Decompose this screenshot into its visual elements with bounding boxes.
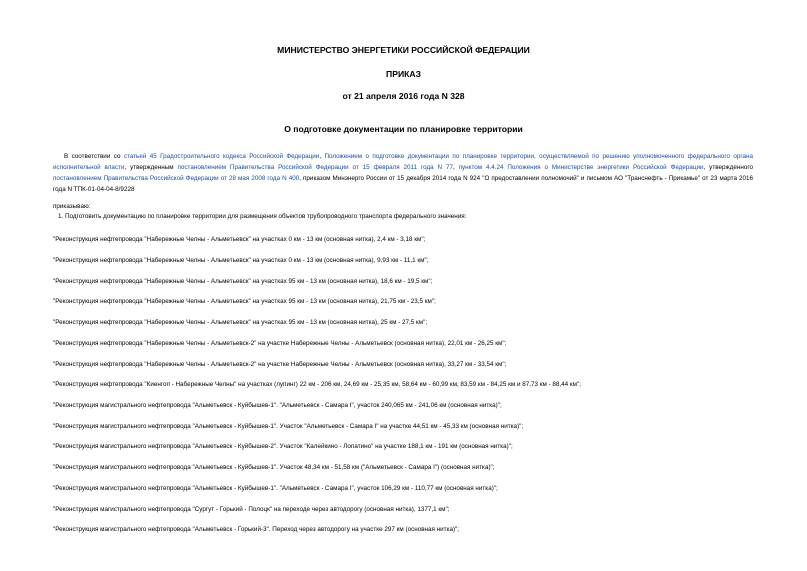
list-item: "Реконструкция магистрального нефтепровода "Альметьевск - Куйбышев-1". Участок 48,34 км - 51,58 км ("Альметьевск - Самара I") (основная нитка)"; — [53, 464, 495, 471]
order-verb: приказываю: — [53, 203, 91, 210]
link-postanovlenie-400[interactable]: постановлением Правительства Российской Федерации от 28 мая 2008 года N 400 — [53, 175, 300, 182]
list-item: "Реконструкция магистрального нефтепровода "Альметьевск - Куйбышев-1". "Альметьевск - Самара I", участок 106,29 км - 110,77 км (основная нитка)"; — [53, 485, 498, 492]
preamble-paragraph — [53, 151, 753, 195]
document-type: ПРИКАЗ — [386, 69, 421, 79]
list-item: "Реконструкция нефтепровода "Набережные Челны - Альметьевск" на участках 95 км - 13 км (основная нитка), 21,75 км - 23,5 км"; — [53, 298, 436, 305]
list-item: "Реконструкция магистрального нефтепровода "Альметьевск - Горький-3". Переход через автодорогу на участке 297 км (основная нитка)"; — [53, 526, 460, 533]
list-item: "Реконструкция нефтепровода "Набережные Челны - Альметьевск" на участках 95 км - 13 км (основная нитка), 25 км - 27,5 км"; — [53, 319, 428, 326]
link-punkt-4-4-24[interactable]: пунктом 4.4.24 Положения о Министерстве энергетики Российской Федерации — [458, 164, 704, 171]
list-item: "Реконструкция магистрального нефтепровода "Сургут - Горький - Полоцк" на переходе через автодорогу (основная нитка), 1377,1 км"; — [53, 506, 450, 513]
preamble-text: , утвержденным — [124, 164, 178, 171]
preamble-text: В соответствии со — [64, 153, 124, 160]
list-item: "Реконструкция нефтепровода "Набережные Челны - Альметьевск" на участках 95 км - 13 км (основная нитка), 18,6 км - 19,5 км"; — [53, 278, 433, 285]
list-item: "Реконструкция нефтепровода "Набережные Челны - Альметьевск" на участках 0 км - 13 км (основная нитка), 9,93 км - 11,1 км"; — [53, 257, 429, 264]
list-item: "Реконструкция нефтепровода "Набережные Челны - Альметьевск-2" на участке Набережные Челны - Альметьевск (основная нитка), 22,01 км - 26,25 км"; — [53, 340, 507, 347]
preamble-text: , — [452, 164, 459, 171]
preamble-text: , приказом Минэнерго России от 15 декабря 2014 года N 924 "О предоставлении полномочий" и письмом АО "Транснефть - Прикамье" от 23 марта 2016 года N ТПК-01-04-04-8/9228 — [53, 175, 753, 193]
preamble-text: , утвержденного — [703, 164, 753, 171]
document-subject: О подготовке документации по планировке территории — [284, 124, 523, 134]
list-item: "Реконструкция магистрального нефтепровода "Альметьевск - Куйбышев-2". Участок "Калейкино - Лопатино" на участке 188,1 км - 191 км (основная нитка)"; — [53, 443, 513, 450]
list-item: "Реконструкция нефтепровода "Киенгоп - Набережные Челны" на участках (лупинг) 22 км - 206 км, 24,69 км - 25,35 км, 58,64 км - 60,99 км, 83,59 км - 84,25 км и 87,73 км - 88,44 км"; — [53, 381, 581, 388]
list-item: "Реконструкция магистрального нефтепровода "Альметьевск - Куйбышев-1". "Альметьевск - Самара I", участок 240,065 км - 241,06 км (основная нитка)"; — [53, 402, 502, 409]
list-item: "Реконструкция нефтепровода "Набережные Челны - Альметьевск" на участках 0 км - 13 км (основная нитка), 2,4 км - 3,18 км"; — [53, 236, 426, 243]
preamble-text: , — [319, 153, 325, 160]
link-gradostroitelny-kodeks[interactable]: статьей 45 Градостроительного кодекса Российской Федерации — [123, 153, 320, 160]
order-item-1: 1. Подготовить документацию по планировке территории для размещения объектов трубопроводного транспорта федерального значения: — [58, 213, 467, 220]
document-date-number: от 21 апреля 2016 года N 328 — [342, 91, 465, 101]
link-polozhenie-planirovka[interactable]: Положением о подготовке документации по планировке территории, осуществляемой по решению уполномоченного федерального органа исполнительной власти — [53, 153, 754, 171]
list-item: "Реконструкция магистрального нефтепровода "Альметьевск - Куйбышев-1". Участок "Альметьевск - Самара I" на участке 44,51 км - 45,33 км (основная нитка)"; — [53, 423, 524, 430]
link-postanovlenie-77[interactable]: постановлением Правительства Российской Федерации от 15 февраля 2011 года N 77 — [177, 164, 453, 171]
list-item: "Реконструкция нефтепровода "Набережные Челны - Альметьевск-2" на участке Набережные Челны - Альметьевск (основная нитка), 33,27 км - 33,54 км"; — [53, 361, 507, 368]
ministry-title: МИНИСТЕРСТВО ЭНЕРГЕТИКИ РОССИЙСКОЙ ФЕДЕРАЦИИ — [277, 45, 530, 55]
